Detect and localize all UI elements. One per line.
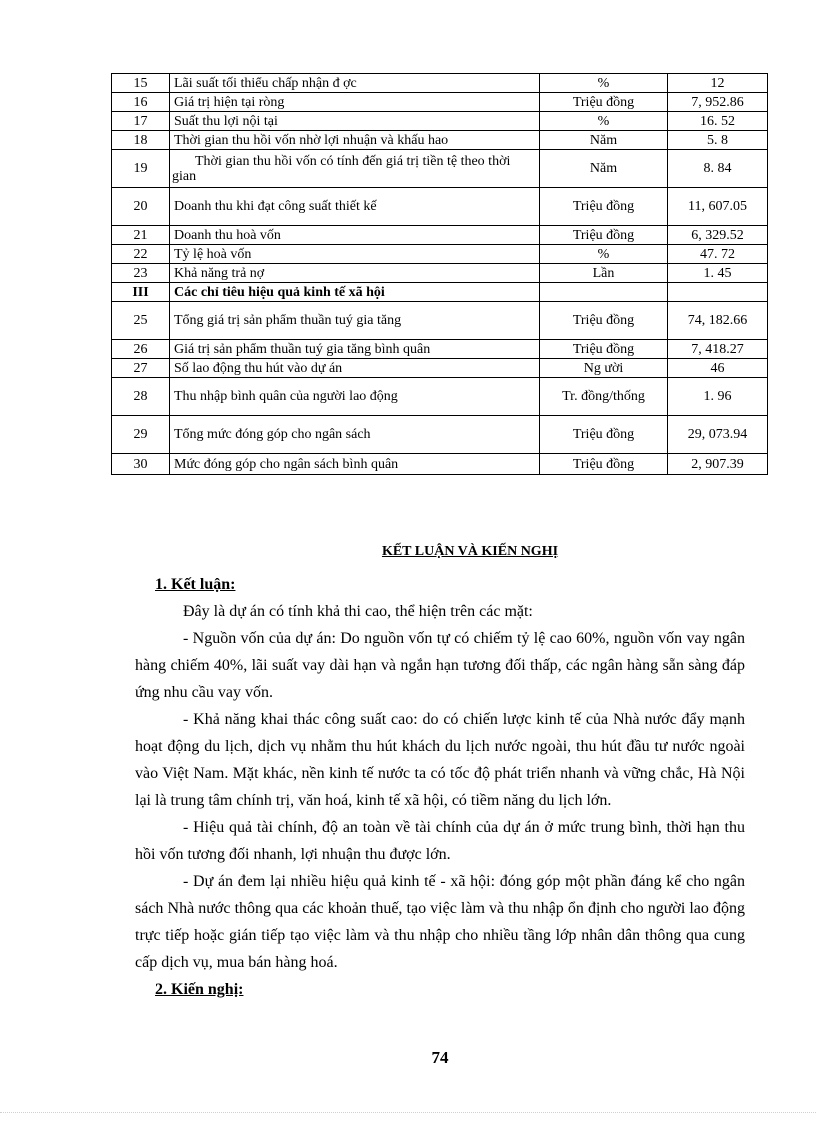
table-row [112,378,768,416]
unit: % [540,112,668,131]
unit: Năm [540,150,668,188]
row-number: 26 [112,340,170,359]
unit: Triệu đồng [540,302,668,340]
indicator-name: Tỷ lệ hoà vốn [170,245,540,264]
conclusion-section [135,538,745,1003]
unit: Triệu đồng [540,226,668,245]
unit: Ng ười [540,359,668,378]
row-number: 25 [112,302,170,340]
table-row [112,188,768,226]
row-number: 29 [112,416,170,454]
section-title: KẾT LUẬN VÀ KIẾN NGHỊ [381,544,559,559]
value: 7, 952.86 [668,93,768,112]
row-number: 15 [112,74,170,93]
row-number: 21 [112,226,170,245]
unit: Triệu đồng [540,340,668,359]
table-row [112,245,768,264]
unit [540,283,668,302]
value: 5. 8 [668,131,768,150]
table-row [112,112,768,131]
value: 8. 84 [668,150,768,188]
table-row [112,359,768,378]
section-number: III [112,283,170,302]
table-row [112,74,768,93]
page-number: 74 [431,1048,449,1067]
table-row [112,150,768,188]
row-number: 30 [112,454,170,475]
unit: Năm [540,131,668,150]
unit: % [540,245,668,264]
value: 11, 607.05 [668,188,768,226]
table-row [112,131,768,150]
row-number: 16 [112,93,170,112]
value: 6, 329.52 [668,226,768,245]
unit: Tr. đồng/thống [540,378,668,416]
heading-conclusion: 1. Kết luận: [155,576,236,593]
value: 16. 52 [668,112,768,131]
row-number: 22 [112,245,170,264]
indicator-name: Giá trị hiện tại ròng [170,93,540,112]
value: 1. 96 [668,378,768,416]
indicator-name: Thu nhập bình quân của người lao động [170,378,540,416]
page-bottom-divider [0,1112,816,1113]
indicator-name: Giá trị sản phẩm thuần tuý gia tăng bình quân [170,340,540,359]
table-row [112,93,768,112]
value [668,283,768,302]
value: 7, 418.27 [668,340,768,359]
value: 46 [668,359,768,378]
row-number: 23 [112,264,170,283]
table-row [112,264,768,283]
indicator-name: Tổng giá trị sản phẩm thuần tuý gia tăng [170,302,540,340]
paragraph-financial: - Hiệu quả tài chính, độ an toàn về tài chính của dự án ở mức trung bình, thời hạn thu hồi vốn tương đối nhanh, lợi nhuận thu được lớn. [135,819,745,863]
row-number: 19 [112,150,170,188]
unit: Lần [540,264,668,283]
row-number: 27 [112,359,170,378]
unit: Triệu đồng [540,454,668,475]
row-number: 20 [112,188,170,226]
indicator-name: Khả năng trả nợ [170,264,540,283]
table-row [112,302,768,340]
table-row [112,340,768,359]
indicator-name: Suất thu lợi nội tại [170,112,540,131]
indicator-name: Mức đóng góp cho ngân sách bình quân [170,454,540,475]
table-row [112,226,768,245]
unit: % [540,74,668,93]
row-number: 17 [112,112,170,131]
value: 29, 073.94 [668,416,768,454]
section-title: Các chỉ tiêu hiệu quả kinh tế xã hội [170,283,540,302]
row-number: 18 [112,131,170,150]
value: 2, 907.39 [668,454,768,475]
value: 74, 182.66 [668,302,768,340]
indicator-name: Thời gian thu hồi vốn nhờ lợi nhuận và khấu hao [170,131,540,150]
unit: Triệu đồng [540,416,668,454]
intro-paragraph: Đây là dự án có tính khả thi cao, thể hiện trên các mặt: [183,603,533,620]
indicator-name: Doanh thu khi đạt công suất thiết kế [170,188,540,226]
heading-recommendation: 2. Kiến nghị: [155,981,244,998]
table-row [112,454,768,475]
indicator-name: Thời gian thu hồi vốn có tính đến giá trị tiền tệ theo thời gian [170,150,540,188]
indicator-name: Lãi suất tối thiểu chấp nhận đ ợc [170,74,540,93]
table-section-row [112,283,768,302]
value: 47. 72 [668,245,768,264]
paragraph-capacity: - Khả năng khai thác công suất cao: do có chiến lược kinh tế của Nhà nước đẩy mạnh hoạt động du lịch, dịch vụ nhằm thu hút khách du lịch nước ngoài, thu hút đầu tư nước ngoài vào Việt Nam. Mặt khác, nền kinh tế nước ta có tốc độ phát triển nhanh và vững chắc, Hà Nội lại là trung tâm chính trị, văn hoá, kinh tế xã hội, có tiềm năng du lịch lớn. [135,711,745,809]
unit: Triệu đồng [540,188,668,226]
unit: Triệu đồng [540,93,668,112]
indicator-name: Doanh thu hoà vốn [170,226,540,245]
paragraph-capital: - Nguồn vốn của dự án: Do nguồn vốn tự có chiếm tỷ lệ cao 60%, nguồn vốn vay ngân hàng chiếm 40%, lãi suất vay dài hạn và ngắn hạn tương đối thấp, các ngân hàng sẵn sàng đáp ứng nhu cầu vay vốn. [135,630,745,701]
value: 1. 45 [668,264,768,283]
row-number: 28 [112,378,170,416]
metrics-table [111,73,768,475]
indicator-name: Số lao động thu hút vào dự án [170,359,540,378]
value: 12 [668,74,768,93]
table-row [112,416,768,454]
paragraph-socioeconomic: - Dự án đem lại nhiều hiệu quả kinh tế - xã hội: đóng góp một phần đáng kể cho ngân sách Nhà nước thông qua các khoản thuế, tạo việc làm và thu nhập ổn định cho người lao động trực tiếp hoặc gián tiếp tạo việc làm và thu nhập cho nhiều tầng lớp nhân dân thông qua cung cấp dịch vụ, mua bán hàng hoá. [135,873,745,971]
indicator-name: Tổng mức đóng góp cho ngân sách [170,416,540,454]
